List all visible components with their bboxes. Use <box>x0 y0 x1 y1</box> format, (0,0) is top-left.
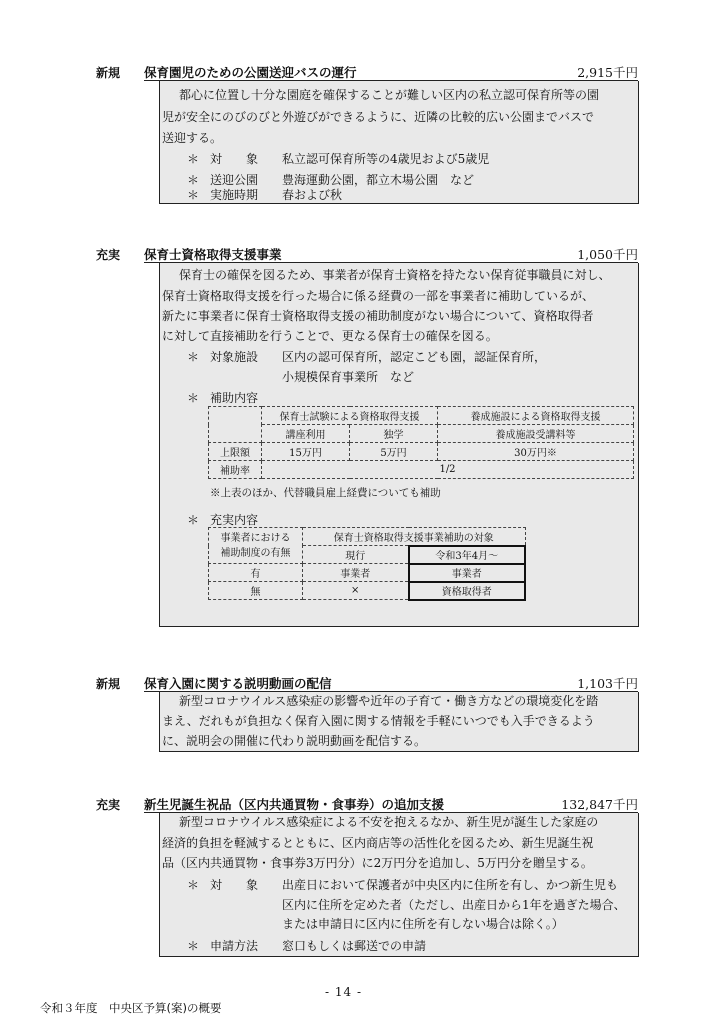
body-line: まえ、だれもが負担なく保育入園に関する情報を手軽にいつでも入手できるよう <box>162 714 595 728</box>
bullet-mark: ＊ <box>187 188 200 202</box>
bullet-text: 豊海運動公園，都立木場公園 など <box>282 173 475 187</box>
content-box <box>159 81 639 204</box>
section-title: 保育園児のための公園送迎バスの運行 <box>144 65 357 80</box>
section-tag: 充実 <box>96 798 121 812</box>
enhancement-table <box>208 527 526 601</box>
body-line: 品（区内共通買物・食事券3万円分）に2万円分を追加し、5万円分を贈呈する。 <box>162 856 593 870</box>
bullet-mark: ＊ <box>187 152 200 166</box>
section-amount: 2,915千円 <box>577 65 638 80</box>
table-row-label: 有 <box>209 564 303 582</box>
bullet-label: 補助内容 <box>210 391 259 405</box>
bullet-mark: ＊ <box>187 350 200 364</box>
table-cell-empty <box>209 407 262 443</box>
body-line: 新たに事業者に保育士資格取得支援の補助制度がない場合について、資格取得者 <box>162 309 594 323</box>
bullet-text-continued: 区内に住所を定めた者（ただし、出産日から1年を過ぎた場合、 <box>282 898 626 912</box>
bullet-text: 区内の認可保育所，認定こども園，認証保育所， <box>282 350 547 364</box>
table-header-line: 事業者における <box>220 532 291 544</box>
document-title: 令和３年度 中央区予算(案)の概要 <box>40 1001 222 1015</box>
body-line: 新型コロナウイルス感染症による不安を抱えるなか、新生児が誕生した家庭の <box>179 815 599 829</box>
body-line: に対して直接補助を行うことで、更なる保育士の確保を図る。 <box>162 329 498 343</box>
section-amount: 1,050千円 <box>577 247 638 262</box>
body-line: 経済的負担を軽減するとともに、区内商店等の活性化を図るため、新生児誕生祝 <box>162 836 594 850</box>
bullet-text: 出産日において保護者が中央区内に住所を有し、かつ新生児も <box>282 878 619 892</box>
section-amount: 132,847千円 <box>561 797 638 812</box>
table-subheader: 養成施設受講料等 <box>438 425 634 443</box>
bullet-mark: ＊ <box>187 513 200 527</box>
body-line: に、説明会の開催に代わり説明動画を配信する。 <box>162 734 427 748</box>
section-tag: 新規 <box>96 677 121 691</box>
bullet-text: 私立認可保育所等の4歳児および5歳児 <box>282 152 490 166</box>
body-line: 保育士の確保を図るため、事業者が保育士資格を持たない保育従事職員に対し、 <box>179 268 611 282</box>
bullet-label: 申請方法 <box>210 939 259 953</box>
table-row-label: 無 <box>209 582 303 600</box>
body-line: 都心に位置し十分な園庭を確保することが難しい区内の私立認可保育所等の園 <box>179 88 600 102</box>
content-box <box>159 813 639 957</box>
bullet-label: 実施時期 <box>210 188 259 202</box>
table-note: ※上表のほか、代替職員雇上経費についても補助 <box>210 487 441 499</box>
table-cell: 15万円 <box>262 443 350 461</box>
table-cell: × <box>303 582 409 600</box>
table-cell: 1/2 <box>262 461 634 479</box>
subsidy-table <box>208 406 634 479</box>
body-line: 児が安全にのびのびと外遊びができるように、近隣の比較的広い公園までバスで <box>162 110 595 124</box>
table-cell: 資格取得者 <box>409 582 526 600</box>
bullet-mark: ＊ <box>187 878 200 892</box>
bullet-text-continued: 小規模保育事業所 など <box>282 370 415 384</box>
table-header: 保育士資格取得支援事業補助の対象 <box>303 528 526 546</box>
bullet-label: 対象施設 <box>210 350 259 364</box>
bullet-mark: ＊ <box>187 173 200 187</box>
table-subheader: 現行 <box>303 546 409 564</box>
section-title: 新生児誕生祝品（区内共通買物・食事券）の追加支援 <box>144 797 445 812</box>
bullet-text-continued: または申請日に区内に住所を有しない場合は除く。） <box>282 917 564 931</box>
table-cell: 事業者 <box>303 564 409 582</box>
body-line: 保育士資格取得支援を行った場合に係る経費の一部を事業者に補助しているが、 <box>162 289 595 303</box>
content-box <box>159 263 639 627</box>
table-header-line: 補助制度の有無 <box>220 547 291 559</box>
table-header: 養成施設による資格取得支援 <box>438 407 634 425</box>
table-cell: 事業者 <box>409 564 526 582</box>
bullet-text: 春および秋 <box>282 188 343 202</box>
table-cell: 5万円 <box>350 443 438 461</box>
bullet-mark: ＊ <box>187 391 200 405</box>
body-line: 送迎する。 <box>162 131 223 145</box>
table-row-label: 補助率 <box>209 461 262 479</box>
table-header <box>209 528 303 564</box>
table-subheader: 令和3年4月～ <box>409 546 526 564</box>
bullet-label: 充実内容 <box>210 513 259 527</box>
body-line: 新型コロナウイルス感染症の影響や近年の子育て・働き方などの環境変化を踏 <box>179 694 599 708</box>
table-subheader: 講座利用 <box>262 425 350 443</box>
table-cell: 30万円※ <box>438 443 634 461</box>
section-title: 保育入園に関する説明動画の配信 <box>144 676 332 691</box>
table-header: 保育士試験による資格取得支援 <box>262 407 438 425</box>
section-title: 保育士資格取得支援事業 <box>144 247 282 262</box>
section-tag: 充実 <box>96 248 121 262</box>
bullet-label: 対 象 <box>210 878 259 892</box>
table-row-label: 上限額 <box>209 443 262 461</box>
section-amount: 1,103千円 <box>577 676 638 691</box>
bullet-label: 対 象 <box>210 152 259 166</box>
table-subheader: 独学 <box>350 425 438 443</box>
page-number: - 14 - <box>325 985 363 999</box>
bullet-text: 窓口もしくは郵送での申請 <box>282 939 427 953</box>
bullet-label: 送迎公園 <box>210 173 259 187</box>
content-box <box>159 692 639 752</box>
section-tag: 新規 <box>96 66 121 80</box>
bullet-mark: ＊ <box>187 939 200 953</box>
